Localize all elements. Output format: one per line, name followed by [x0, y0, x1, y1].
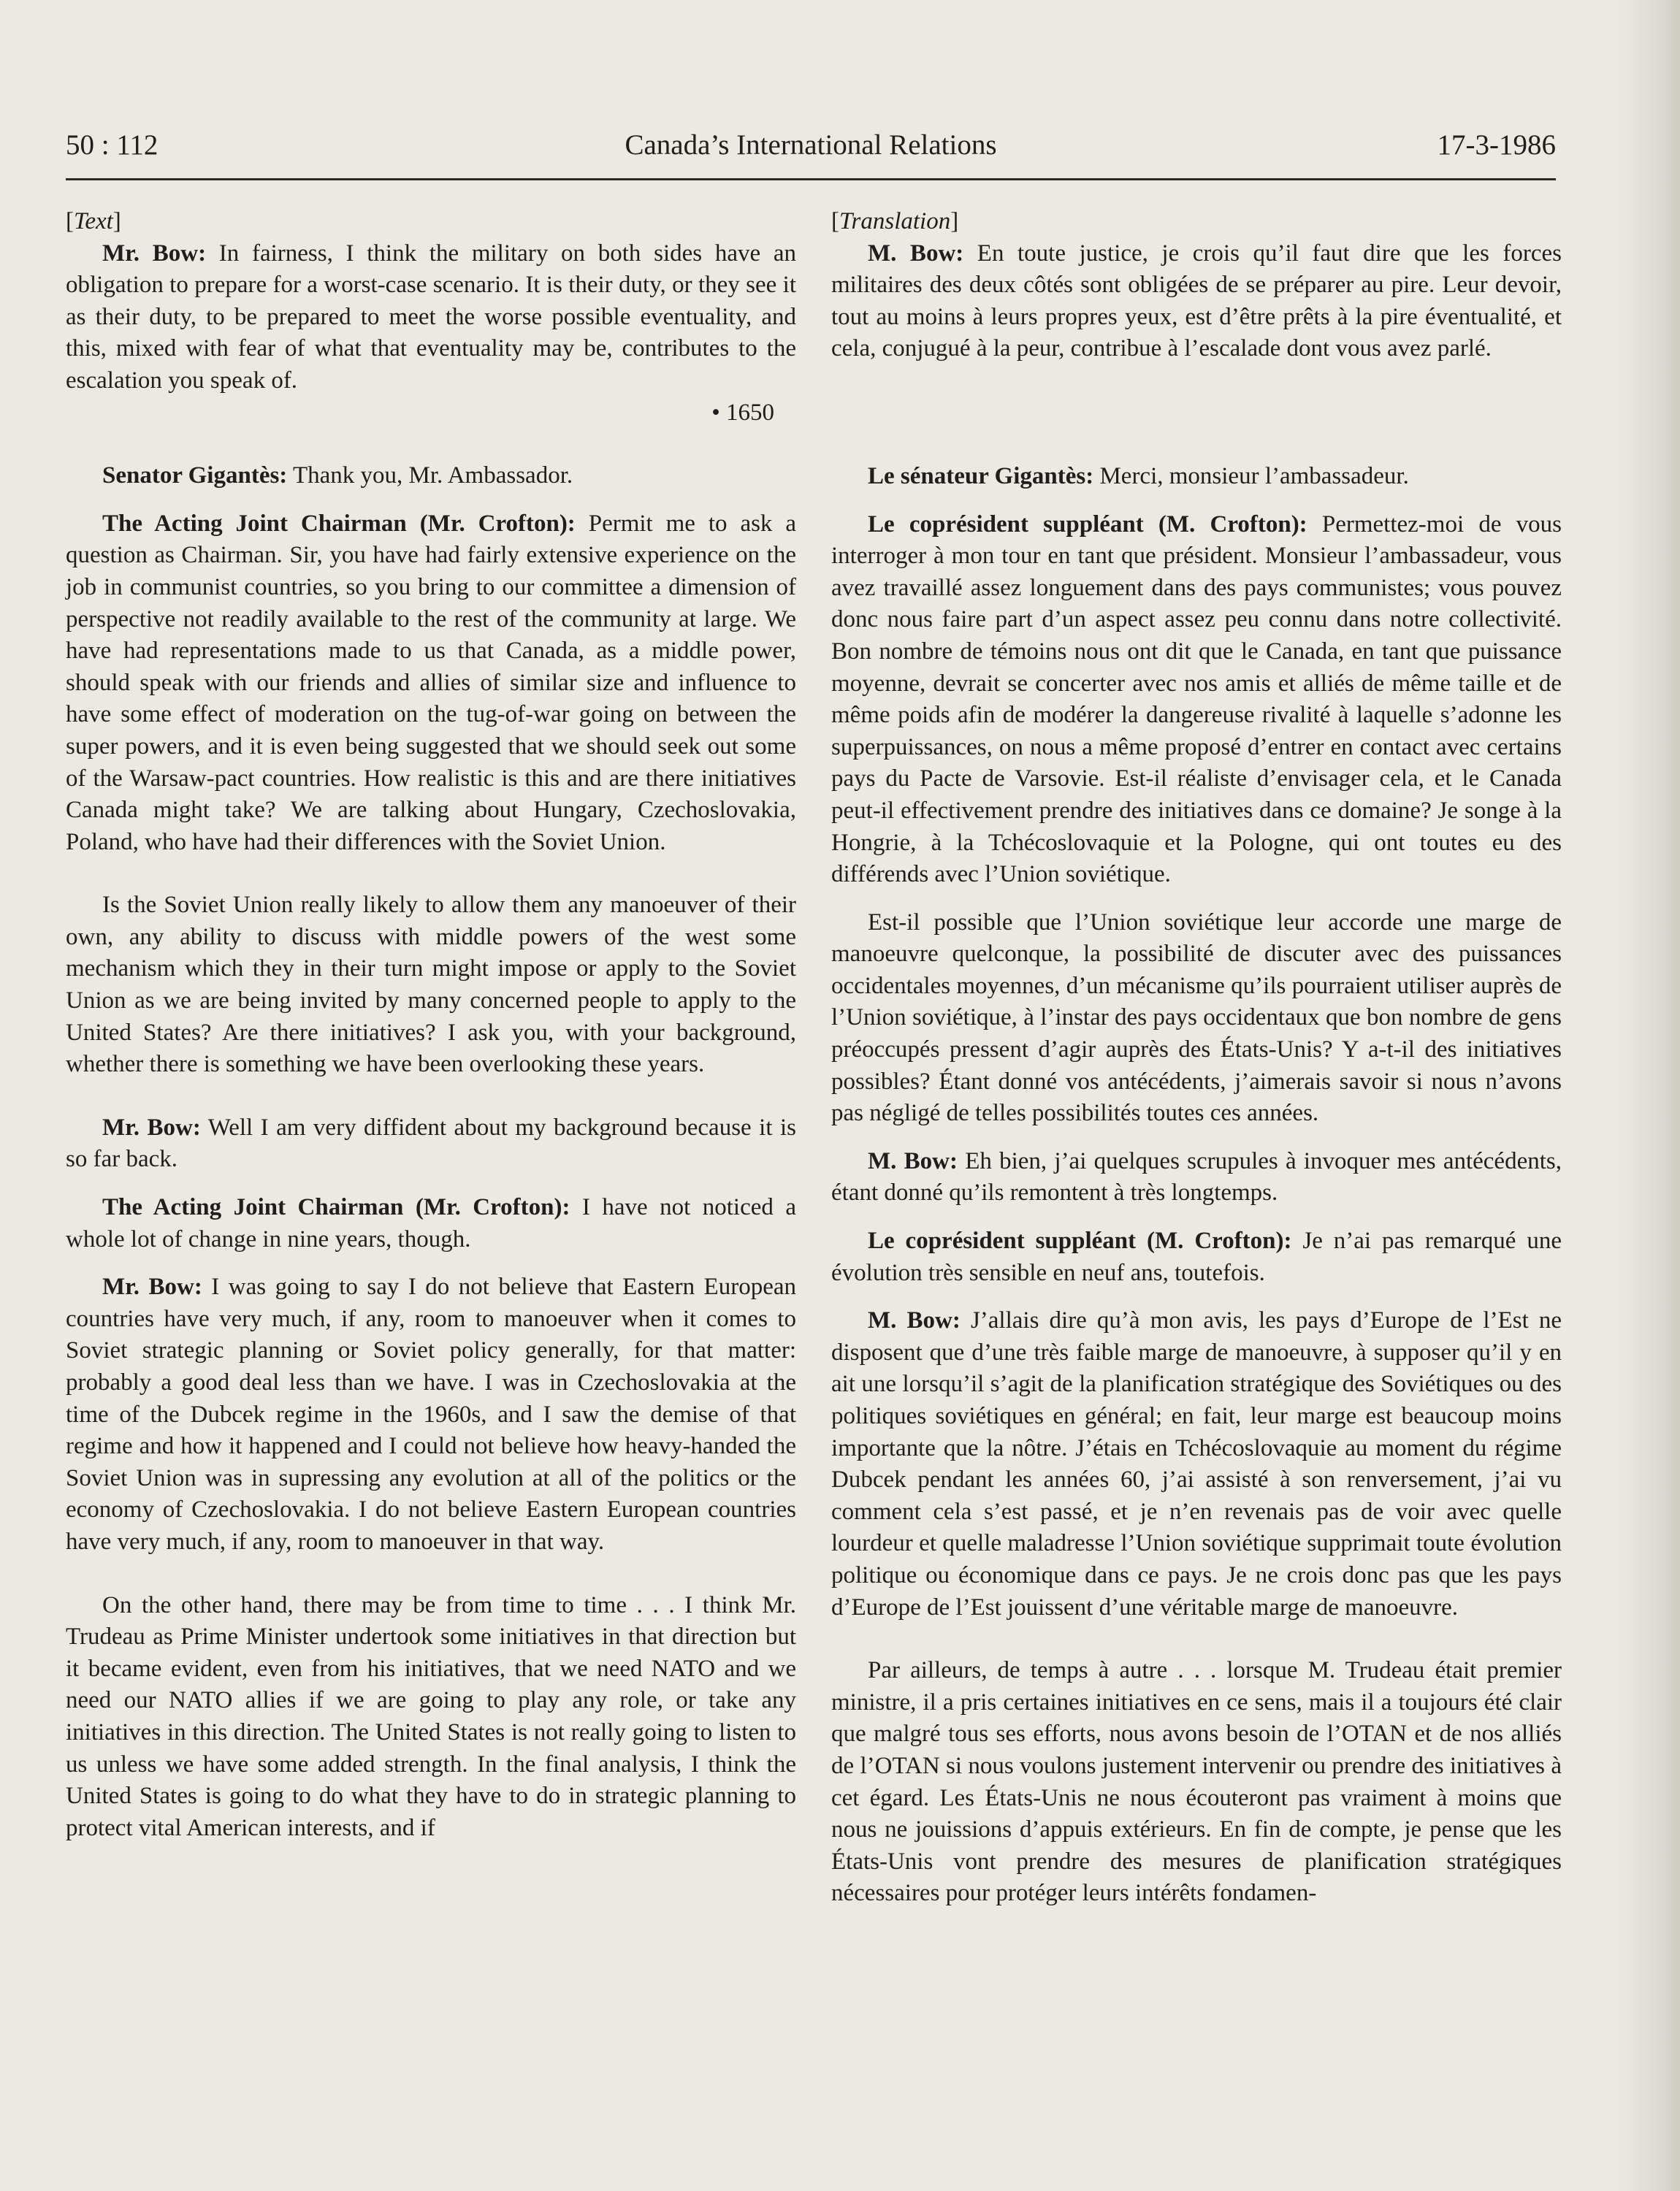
- paragraph-text: In fairness, I think the military on both sides have an obligation to prepare for a worst-case scenario. It is their duty, or they see it as their duty, to be prepared to meet the worse possible eventuality, and this, mixed with fear of what that eventuality may be, contributes to the escalation you speak of.: [66, 240, 796, 394]
- time-marker: • 1650: [711, 399, 774, 426]
- paragraph-text: I was going to say I do not believe that Eastern European countries have very much, if any, room to manoeuver when it comes to Soviet strategic planning or Soviet policy generally, for that matter: probably a good deal less than we have. I was in Czechoslovakia at the time of the Dubcek regime in the 1960s, and I saw the demise of that regime and how it happened and I could not believe how heavy-handed the Soviet Union was in supressing any evolution at all of the politics or the economy of Czechoslovakia. I do not believe Eastern European countries have very much, if any, room to manoeuver in that way.: [66, 1274, 796, 1555]
- speaker-name: M. Bow:: [868, 240, 964, 267]
- paragraph: [66, 1192, 796, 1255]
- paragraph: [831, 1655, 1562, 1910]
- paragraph-text: On the other hand, there may be from time to time . . . I think Mr. Trudeau as Prime Minister undertook some initiatives in that direction but it became evident, even from his initiatives, that we need NATO and we need our NATO allies if we are going to play any role, or take any initiatives in this direction. The United States is not really going to listen to us unless we have some added strength. In the final analysis, I think the United States is going to do what they have to do in strategic planning to protect vital American interests, and if: [66, 1591, 796, 1841]
- paragraph-text: En toute justice, je crois qu’il faut dire que les forces militaires des deux côtés sont obligées de se préparer au pire. Leur devoir, tout au moins à leurs propres yeux, est d’être prêts à la pire éventualité, et cela, conjugué à la peur, contribue à l’escalade dont vous avez parlé.: [831, 240, 1562, 362]
- page-edge-shadow: [1614, 0, 1680, 2191]
- paragraph: [831, 1146, 1562, 1209]
- speaker-name: Le coprésident suppléant (M. Crofton):: [868, 1228, 1292, 1255]
- speaker-name: Le sénateur Gigantès:: [868, 462, 1094, 489]
- paragraph-text: Par ailleurs, de temps à autre . . . lorsque M. Trudeau était premier ministre, il a pris certaines initiatives en ce sens, mais il a toujours été clair que malgré tous ses efforts, nous avons besoin de l’OTAN et de nos alliés de l’OTAN si nous voulons justement intervenir ou prendre des initiatives à cet égard. Les États-Unis ne nous écouteront pas vraiment à moins que nous ne jouissions d’appuis extérieurs. En fin de compte, je pense que les États-Unis vont prendre des mesures de planification stratégiques nécessaires pour protéger leurs intérêts fondamen-: [831, 1657, 1562, 1907]
- speaker-name: Senator Gigantès:: [102, 462, 288, 489]
- paragraph-text: Well I am very diffident about my background because it is so far back.: [66, 1114, 796, 1173]
- speaker-name: M. Bow:: [868, 1307, 961, 1334]
- paragraph: [831, 509, 1562, 891]
- paragraph-text: Eh bien, j’ai quelques scrupules à invoquer mes antécédents, étant donné qu’ils remontent à très longtemps.: [831, 1147, 1562, 1207]
- paragraph: [831, 1225, 1562, 1289]
- paragraph: [66, 238, 796, 397]
- speaker-name: The Acting Joint Chairman (Mr. Crofton):: [102, 510, 576, 537]
- paragraph-text: Permettez-moi de vous interroger à mon tour en tant que président. Monsieur l’ambassadeur, vous avez travaillé assez longuement dans des pays communistes; vous pouvez donc nous faire part d’un aspect assez peu connu dans notre collectivité. Bon nombre de témoins nous ont dit que le Canada, en tant que puissance moyenne, devrait se concerter avec nos amis et alliés de même taille et de même poids afin de modérer la dangereuse rivalité à laquelle s’adonne les superpuissances, on nous a même proposé d’entrer en contact avec certains pays du Pacte de Varsovie. Est-il réaliste d’envisager cela, et le Canada peut-il effectivement prendre des initiatives dans ce domaine? Je songe à la Hongrie, à la Tchécoslovaquie et la Pologne, qui ont toutes eu des différends avec l’Union soviétique.: [831, 511, 1562, 888]
- translation-label: [Translation]: [831, 208, 959, 234]
- header-date: 17-3-1986: [1437, 129, 1556, 161]
- paragraph: [66, 508, 796, 859]
- text-label: [Text]: [66, 208, 121, 234]
- paragraph-text: J’allais dire qu’à mon avis, les pays d’Europe de l’Est ne disposent que d’une très faible marge de manoeuvre, à supposer qu’il y en ait une lorsqu’il s’agit de la planification stratégique des Soviétiques ou des politiques soviétiques en général; en fait, leur marge est beaucoup moins importante que la nôtre. J’étais en Tchécoslovaquie au moment du régime Dubcek pendant les années 60, j’ai assisté à son renversement, j’ai vu comment cela s’est passé, et je n’en revenais pas de voir avec quelle lourdeur et quelle maladresse l’Union soviétique supprimait toute évolution politique ou économique dans ce pays. Je ne crois donc pas que les pays d’Europe de l’Est jouissent d’une véritable marge de manoeuvre.: [831, 1307, 1562, 1621]
- paragraph: [66, 1272, 796, 1558]
- paragraph-text: Je n’ai pas remarqué une évolution très sensible en neuf ans, toutefois.: [831, 1228, 1562, 1286]
- speaker-name: The Acting Joint Chairman (Mr. Crofton):: [102, 1194, 570, 1221]
- paragraph-text: I have not noticed a whole lot of change in nine years, though.: [66, 1194, 796, 1253]
- speaker-name: Mr. Bow:: [102, 1114, 201, 1141]
- paragraph: [831, 461, 1562, 493]
- speaker-name: Le coprésident suppléant (M. Crofton):: [868, 511, 1307, 538]
- page-number: 50 : 112: [66, 129, 159, 161]
- paragraph: [66, 1590, 796, 1845]
- english-column: [66, 206, 796, 1844]
- paragraph: [66, 1112, 796, 1176]
- speaker-name: Mr. Bow:: [102, 1274, 202, 1301]
- paragraph: [66, 890, 796, 1081]
- paragraph-text: Permit me to ask a question as Chairman. Sir, you have had fairly extensive experience on the job in communist countries, so you bring to our committee a dimension of perspective not readily available to the rest of the community at large. We have had representations made to us that Canada, as a middle power, should speak with our friends and allies of similar size and influence to have some effect of moderation on the tug-of-war going on between the super powers, and it is even being suggested that we should seek out some of the Warsaw-pact countries. How realistic is this and are there initiatives Canada might take? We are talking about Hungary, Czechoslovakia, Poland, who have had their differences with the Soviet Union.: [66, 510, 796, 855]
- paragraph-text: Is the Soviet Union really likely to allow them any manoeuver of their own, any ability to discuss with middle powers of the west some mechanism which they in their turn might impose or apply to the Soviet Union as we are being invited by many concerned people to apply to the United States? Are there initiatives? I ask you, with your background, whether there is something we have been overlooking these years.: [66, 892, 796, 1078]
- paragraph: [831, 1305, 1562, 1624]
- paragraph-text: Thank you, Mr. Ambassador.: [287, 462, 573, 489]
- paragraph: [66, 460, 796, 492]
- speaker-name: Mr. Bow:: [102, 240, 207, 267]
- paragraph-text: Est-il possible que l’Union soviétique leur accorde une marge de manoeuvre quelconque, la possibilité de discuter avec des puissances occidentales moyennes, d’un mécanisme qu’ils pourraient utiliser auprès de l’Union soviétique, à l’instar des pays occidentaux que bon nombre de gens préoccupés pressent d’agir auprès des États-Unis? Y a-t-il des initiatives possibles? Étant donné vos antécédents, j’aimerais savoir si nous n’avons pas négligé de telles possibilités toutes ces années.: [831, 909, 1562, 1127]
- speaker-name: M. Bow:: [868, 1147, 958, 1174]
- french-column: [831, 206, 1562, 1910]
- running-header: [66, 124, 1556, 180]
- paragraph: [831, 238, 1562, 365]
- paragraph-text: Merci, monsieur l’ambassadeur.: [1093, 462, 1409, 489]
- paragraph: [831, 907, 1562, 1130]
- publication-title: Canada’s International Relations: [625, 129, 997, 161]
